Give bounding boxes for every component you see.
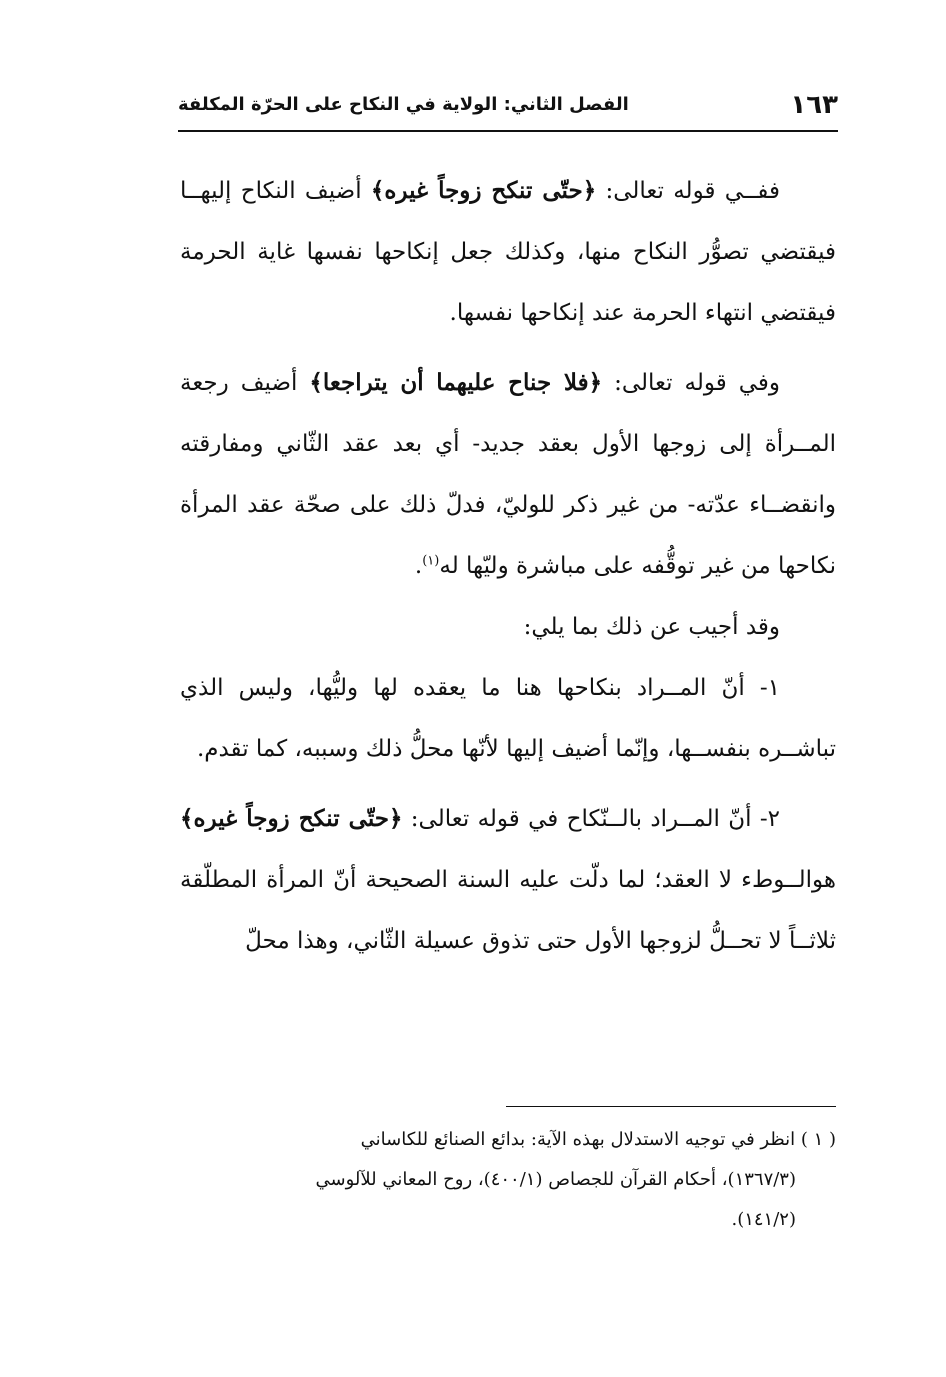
footnotes bbox=[182, 1120, 836, 1240]
page-header bbox=[178, 88, 838, 128]
paragraph-3: وقد أجيب عن ذلك بما يلي: bbox=[523, 614, 780, 640]
paragraph-2-text: أضيف رجعة المــرأة إلى زوجها الأول بعقد جديد- أي بعد عقد الثّاني ومفارقته وانقضــاء عدّته- من غير ذكر للوليّ، فدلّ ذلك على صحّة عقد المرأة نكاحها من غير توقُّفه على مباشرة وليّها له bbox=[180, 370, 836, 579]
quran-quote-2: ﴿فلا جناح عليهما أن يتراجعا﴾ bbox=[309, 369, 603, 396]
paragraph-2 bbox=[180, 352, 836, 597]
footnote-1-line-2: (١٣٦٧/٣)، أحكام القرآن للجصاص (٤٠٠/١)، روح المعاني للآلوسي bbox=[315, 1169, 796, 1190]
paragraph-5-lead: ٢- أنّ المــراد بالــنّكاح في قوله تعالى: bbox=[402, 806, 780, 832]
paragraph-5 bbox=[180, 788, 836, 972]
footnote-marker[interactable]: (١) bbox=[422, 553, 440, 569]
paragraph-1 bbox=[180, 160, 836, 344]
paragraph-5-text: هوالــوطء لا العقد؛ لما دلّت عليه السنة الصحيحة أنّ المرأة المطلّقة ثلاثــاً لا تحــلُّ لزوجها الأول حتى تذوق عسيلة الثّاني، وهذا محلّ bbox=[180, 867, 836, 954]
running-title: الفصل الثاني: الولاية في النكاح على الحرّة المكلفة bbox=[178, 94, 629, 115]
paragraph-2-end: . bbox=[414, 553, 423, 579]
body-text bbox=[180, 160, 836, 972]
footnote-rule bbox=[506, 1106, 836, 1107]
paragraph-1-text: أضيف النكاح إليهــا فيقتضي تصوُّر النكاح منها، وكذلك جعل إنكاحها نفسها غاية الحرمة فيقتضي انتهاء الحرمة عند إنكاحها نفسها. bbox=[180, 178, 836, 326]
page-number: ١٦٣ bbox=[790, 90, 838, 120]
quran-quote-1: ﴿حتّى تنكح زوجاً غيره﴾ bbox=[370, 177, 597, 204]
quran-quote-3: ﴿حتّى تنكح زوجاً غيره﴾ bbox=[180, 805, 403, 832]
header-rule bbox=[178, 130, 838, 132]
footnote-1-line-3: (١٤١/٢). bbox=[731, 1209, 796, 1230]
paragraph-4: ١- أنّ المــراد بنكاحها هنا ما يعقده لها وليُّها، وليس الذي تباشــره بنفســها، وإنّما أضيف إليها لأنّها محلُّ ذلك وسببه، كما تقدم. bbox=[180, 675, 836, 762]
footnote-1-line-1: ( ١ ) انظر في توجيه الاستدلال بهذه الآية: بدائع الصنائع للكاساني bbox=[360, 1129, 836, 1150]
paragraph-1-lead: ففــي قوله تعالى: bbox=[596, 178, 781, 204]
paragraph-2-lead: وفي قوله تعالى: bbox=[602, 370, 780, 396]
